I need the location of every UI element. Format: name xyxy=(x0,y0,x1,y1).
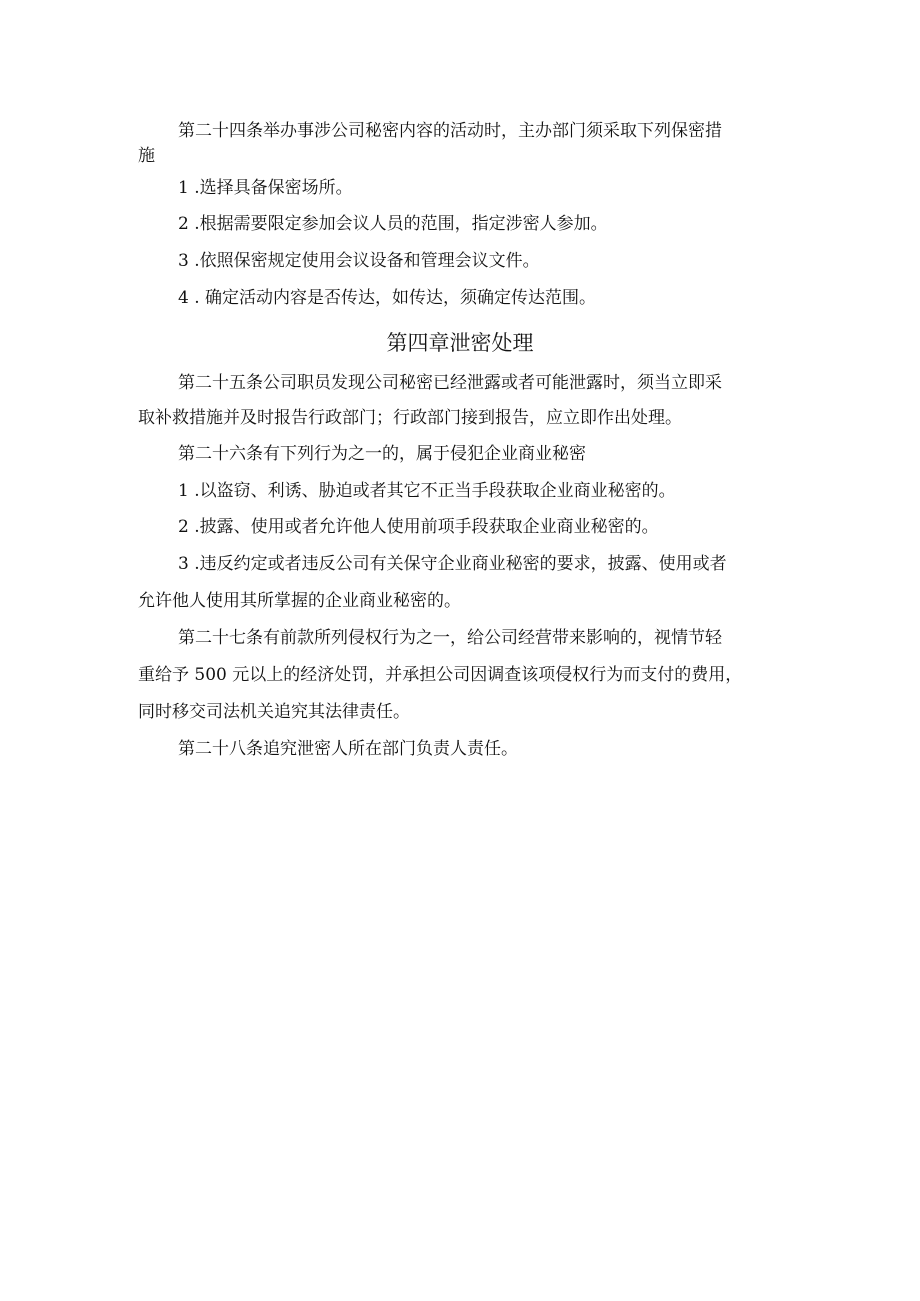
article-24-item-3: 3 .依照保密规定使用会议设备和管理会议文件。 xyxy=(178,251,540,271)
article-27-line-1: 第二十七条有前款所列侵权行为之一，给公司经营带来影响的，视情节轻 xyxy=(178,628,722,648)
article-27-line-2: 重给予 500 元以上的经济处罚，并承担公司因调查该项侵权行为而支付的费用， xyxy=(138,665,743,685)
article-24-line-1: 第二十四条举办事涉公司秘密内容的活动时，主办部门须采取下列保密措 xyxy=(178,121,722,141)
article-28-line-1: 第二十八条追究泄密人所在部门负责人责任。 xyxy=(178,739,518,759)
article-26-item-2: 2 .披露、使用或者允许他人使用前项手段获取企业商业秘密的。 xyxy=(178,517,659,537)
chapter-title: 第四章泄密处理 xyxy=(386,331,534,355)
article-24-item-1: 1 .选择具备保密场所。 xyxy=(178,178,353,198)
article-24-item-4: 4 . 确定活动内容是否传达，如传达，须确定传达范围。 xyxy=(178,288,597,308)
article-27-line-3: 同时移交司法机关追究其法律责任。 xyxy=(138,702,410,722)
article-25-line-2: 取补救措施并及时报告行政部门；行政部门接到报告，应立即作出处理。 xyxy=(138,408,682,428)
article-26-item-3-line-2: 允许他人使用其所掌握的企业商业秘密的。 xyxy=(138,591,461,611)
article-26-item-1: 1 .以盗窃、利诱、胁迫或者其它不正当手段获取企业商业秘密的。 xyxy=(178,481,676,501)
article-24-line-2: 施 xyxy=(138,146,155,166)
article-26-intro: 第二十六条有下列行为之一的，属于侵犯企业商业秘密 xyxy=(178,444,586,464)
article-25-line-1: 第二十五条公司职员发现公司秘密已经泄露或者可能泄露时，须当立即采 xyxy=(178,373,722,393)
article-26-item-3-line-1: 3 .违反约定或者违反公司有关保守企业商业秘密的要求，披露、使用或者 xyxy=(178,554,727,574)
article-24-item-2: 2 .根据需要限定参加会议人员的范围，指定涉密人参加。 xyxy=(178,214,608,234)
